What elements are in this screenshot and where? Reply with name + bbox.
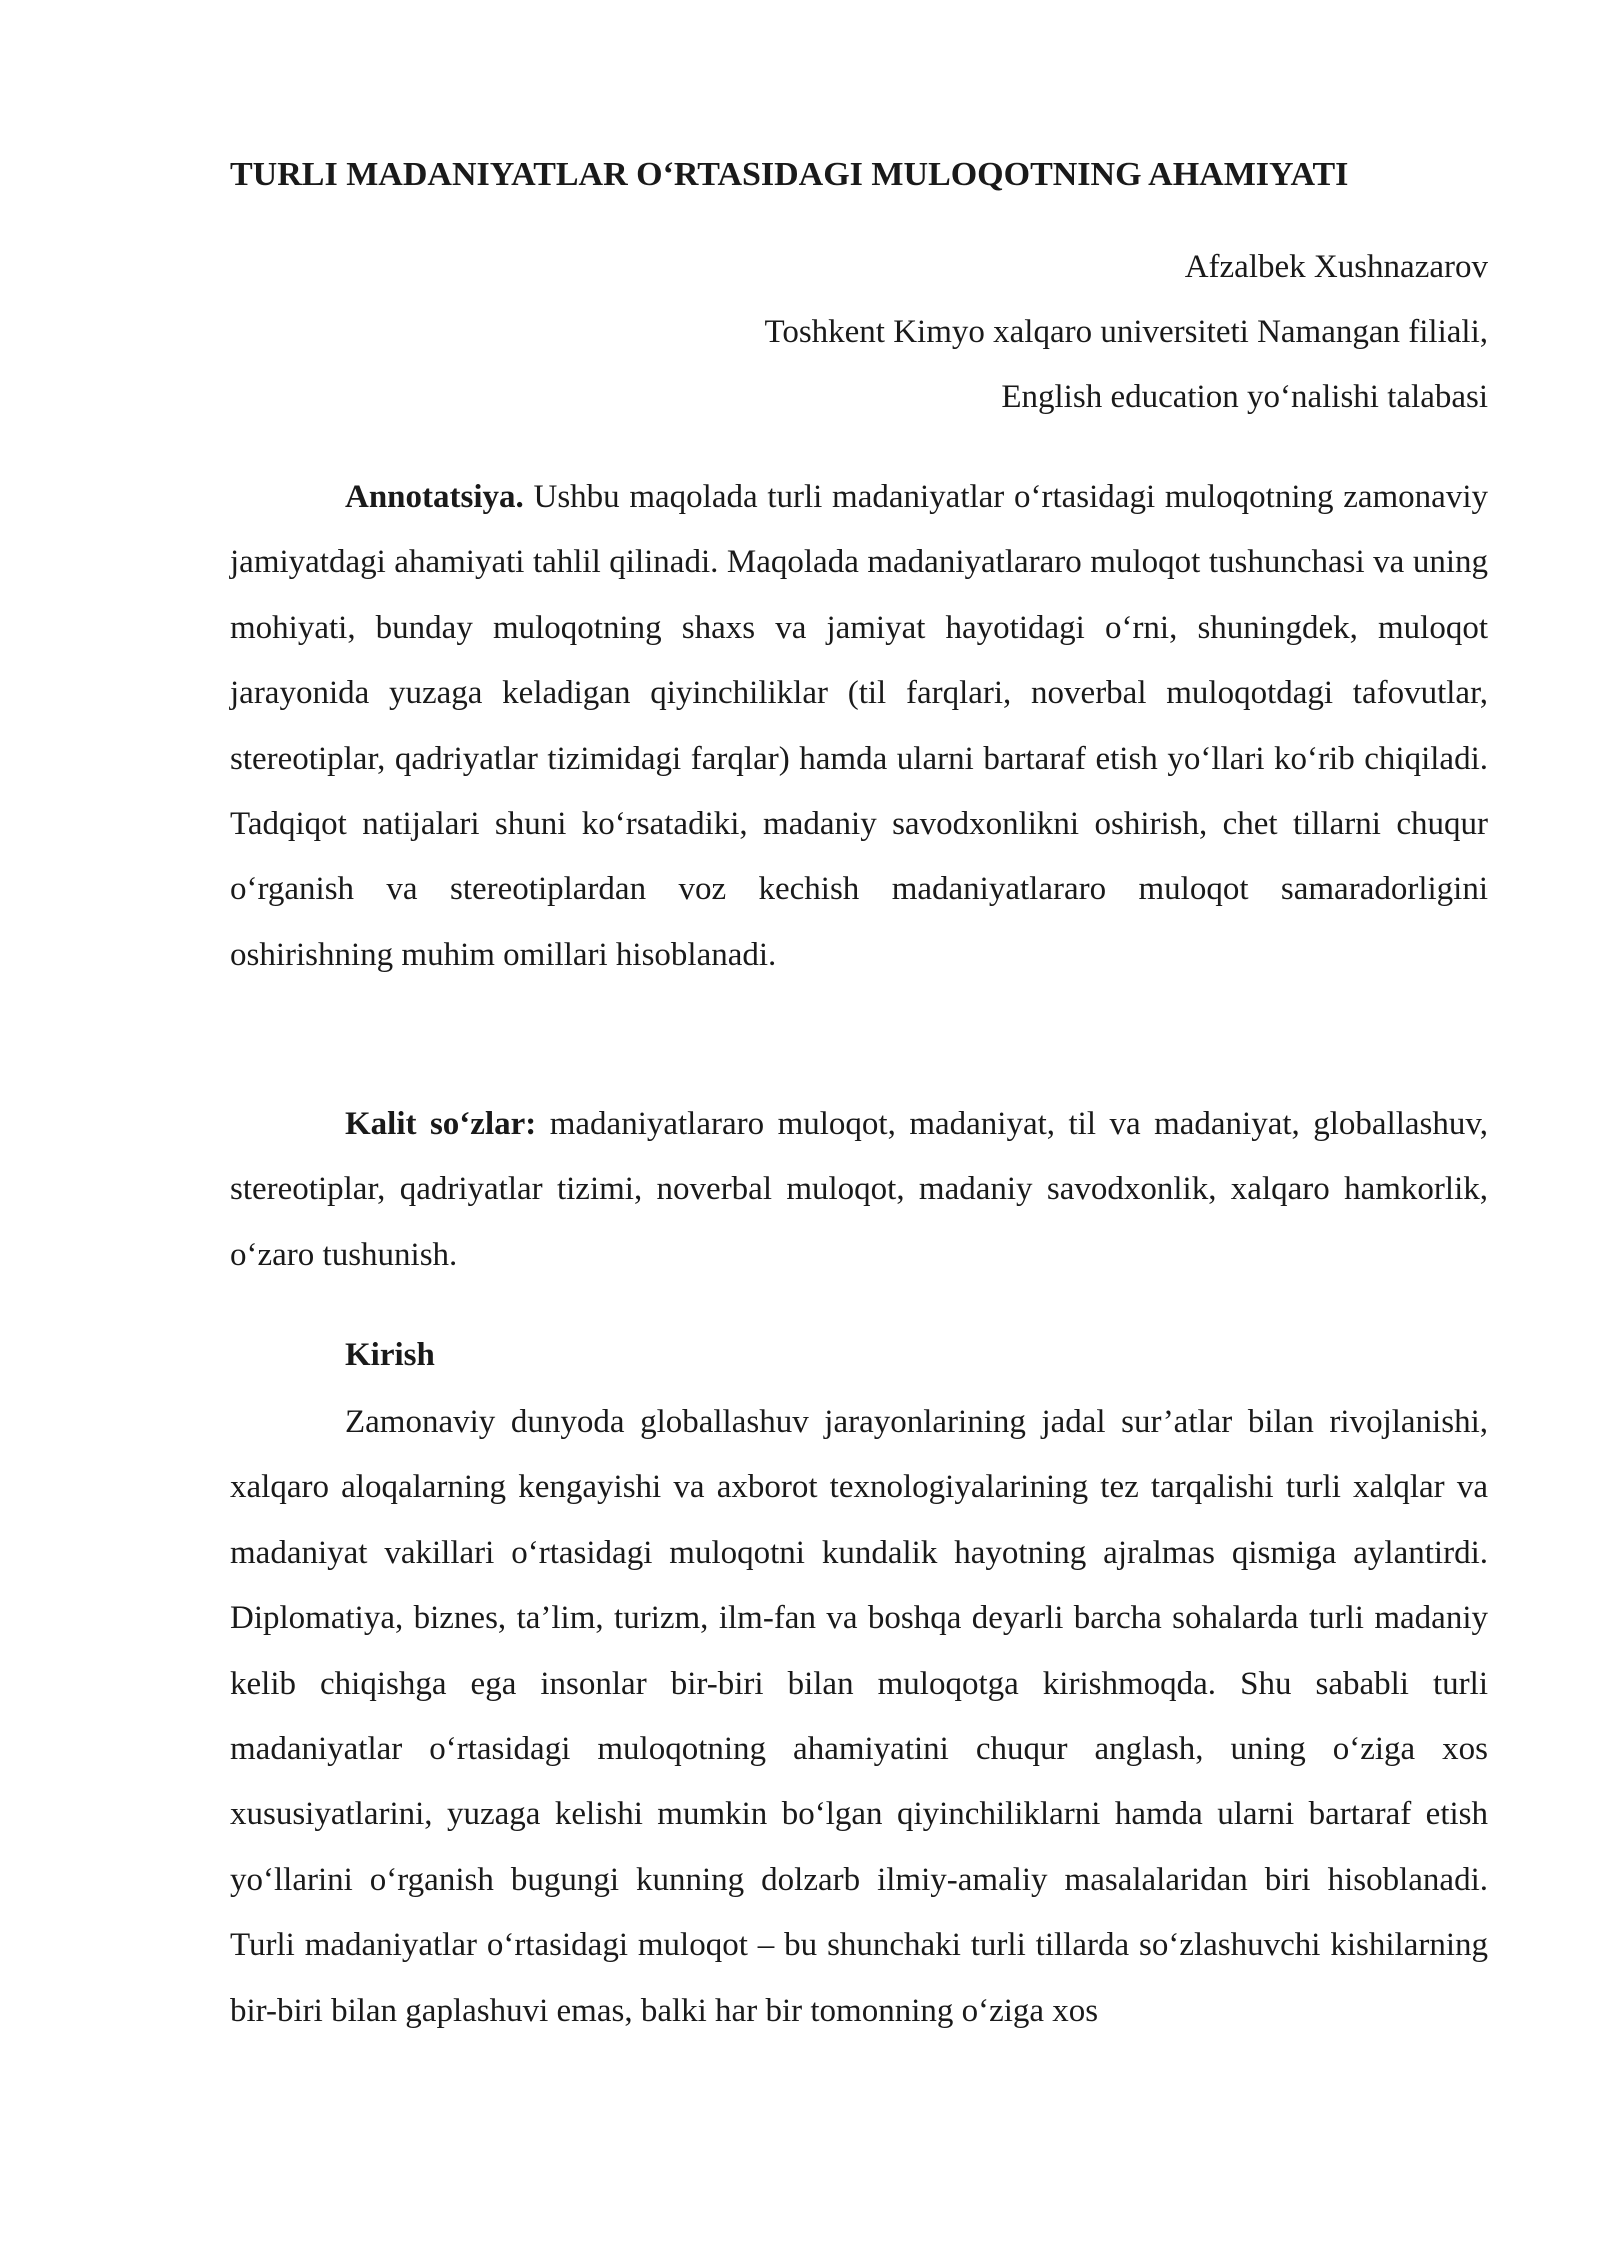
abstract-text: Ushbu maqolada turli madaniyatlar o‘rtasidagi muloqotning zamonaviy jamiyatdagi ahamiyati tahlil qilinadi. Maqolada madaniyatlararo muloqot tushunchasi va uning mohiyati, bunday muloqotning shaxs va jamiyat hayotidagi o‘rni, shuningdek, muloqot jarayonida yuzaga keladigan qiyinchiliklar (til farqlari, noverbal muloqotdagi tafovutlar, stereotiplar, qadriyatlar tizimidagi farqlar) hamda ularni bartaraf etish yo‘llari ko‘rib chiqiladi. Tadqiqot natijalari shuni ko‘rsatadiki, madaniy savodxonlikni oshirish, chet tillarni chuqur o‘rganish va stereotiplardan voz kechish madaniyatlararo muloqot samaradorligini oshirishning muhim omillari hisoblanadi. xyxy=(230,479,1488,973)
author-role: English education yo‘nalishi talabasi xyxy=(1001,379,1488,415)
keywords-text: madaniyatlararo muloqot, madaniyat, til va madaniyat, globallashuv, stereotiplar, qadriyatlar tizimi, noverbal muloqot, madaniy savodxonlik, xalqaro hamkorlik, o‘zaro tushunish. xyxy=(230,1106,1489,1273)
author-affiliation: Toshkent Kimyo xalqaro universiteti Namangan filiali, xyxy=(764,314,1488,350)
keywords-label: Kalit so‘zlar: xyxy=(345,1106,537,1142)
body-paragraph: Zamonaviy dunyoda globallashuv jarayonlarining jadal sur’atlar bilan rivojlanishi, xalqaro aloqalarning kengayishi va axborot texnologiyalarining tez tarqalishi turli xalqlar va madaniyat vakillari o‘rtasidagi muloqotni kundalik hayotning ajralmas qismiga aylantirdi. Diplomatiya, biznes, ta’lim, turizm, ilm-fan va boshqa deyarli barcha sohalarda turli madaniy kelib chiqishga ega insonlar bir-biri bilan muloqotga kirishmoqda. Shu sababli turli madaniyatlar o‘rtasidagi muloqotning ahamiyatini chuqur anglash, uning o‘ziga xos xususiyatlarini, yuzaga kelishi mumkin bo‘lgan qiyinchiliklarni hamda ularni bartaraf etish yo‘llarini o‘rganish bugungi kunning dolzarb ilmiy-amaliy masalalaridan biri hisoblanadi. Turli madaniyatlar o‘rtasidagi muloqot – bu shunchaki turli tillarda so‘zlashuvchi kishilarning bir-biri bilan gaplashuvi emas, balki har bir tomonning o‘ziga xos xyxy=(230,1404,1488,2029)
document-title: TURLI MADANIYATLAR O‘RTASIDAGI MULOQOTNING AHAMIYATI xyxy=(230,156,1349,193)
section-heading: Kirish xyxy=(345,1337,435,1373)
keywords-paragraph xyxy=(230,1092,1488,1288)
author-block xyxy=(764,235,1488,430)
author-name: Afzalbek Xushnazarov xyxy=(1184,249,1488,285)
abstract-label: Annotatsiya. xyxy=(345,479,524,515)
abstract-paragraph xyxy=(230,465,1488,988)
